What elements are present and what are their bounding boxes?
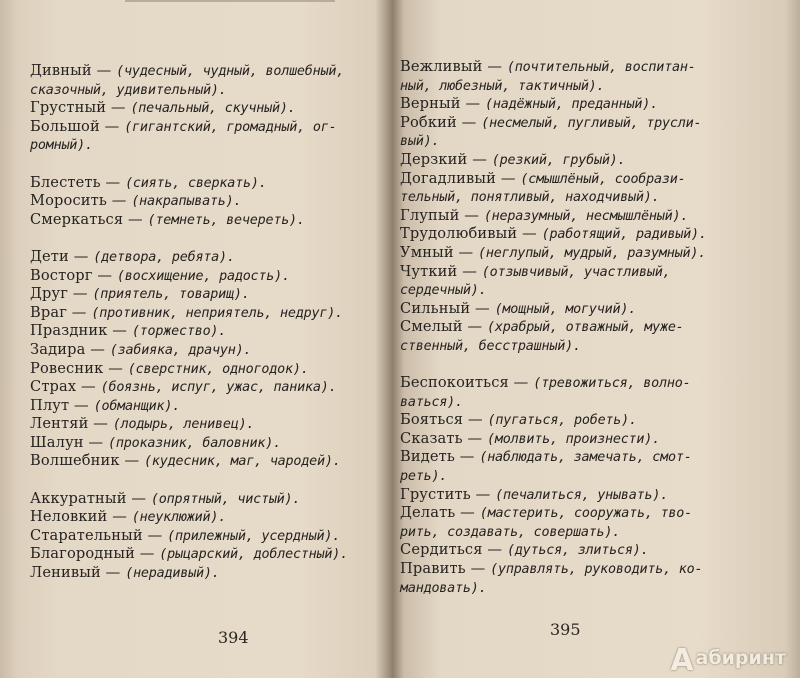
text-line [30, 136, 395, 155]
synonyms: (боязнь, испуг, ужас, паника). [100, 380, 337, 396]
headword: Дивный — [30, 62, 117, 79]
top-rule [125, 0, 335, 8]
synonyms: (чудесный, чудный, волшебный, [116, 64, 345, 79]
headword: Ленивый — [30, 564, 126, 582]
synonyms: (неразумный, несмышлёный). [483, 208, 689, 224]
text-line [400, 560, 785, 579]
text-line [400, 244, 785, 263]
headword: Грустный — [30, 99, 131, 117]
synonyms: (работящий, радивый). [541, 227, 707, 243]
right-page-text [400, 58, 785, 597]
text-line [400, 337, 785, 356]
text-line [400, 579, 785, 598]
text-line [400, 207, 785, 226]
text-line [30, 211, 395, 230]
synonyms: (сверстник, одногодок). [127, 361, 309, 377]
synonyms: (темнеть, вечереть). [147, 212, 305, 228]
synonyms: (забияка, драчун). [109, 342, 252, 358]
headword: Праздник — [30, 322, 132, 340]
text-line [30, 62, 395, 81]
text-line [400, 114, 785, 133]
headword: Глупый — [400, 206, 484, 224]
text-line [400, 504, 785, 523]
headword: Трудолюбивый — [400, 225, 542, 243]
synonyms: рить, создавать, совершать). [400, 524, 621, 540]
synonyms: (почтительный, воспитан- [506, 60, 696, 75]
text-line [400, 541, 785, 560]
headword: Делать — [400, 504, 480, 522]
synonyms: (мощный, могучий). [494, 301, 637, 317]
headword: Смелый — [400, 318, 487, 336]
headword: Враг — [30, 303, 92, 321]
text-line [30, 118, 395, 137]
text-line [400, 393, 785, 412]
headword: Задира — [30, 340, 110, 358]
headword: Моросить — [30, 192, 132, 210]
text-line [400, 95, 785, 114]
synonyms: тельный, понятливый, находчивый). [400, 190, 660, 206]
synonyms: (храбрый, отважный, муже- [487, 320, 684, 336]
synonyms: ромный). [30, 138, 93, 154]
headword: Догадливый — [400, 169, 521, 187]
text-line [400, 151, 785, 170]
synonyms: (дуться, злиться). [506, 543, 649, 559]
synonyms: (приятель, товарищ). [92, 287, 250, 303]
synonyms: (неуклюжий). [131, 510, 227, 526]
headword: Сердиться — [400, 541, 507, 559]
text-line [30, 527, 395, 546]
text-line [30, 415, 395, 434]
synonyms: (молвить, произнести). [487, 431, 661, 447]
text-line [30, 360, 395, 379]
headword: Старательный — [30, 526, 168, 544]
synonyms: вый). [400, 134, 440, 150]
page-number: 394 [218, 628, 249, 647]
synonyms: (печалиться, унывать). [495, 487, 669, 503]
synonyms: (сиять, сверкать). [125, 175, 267, 191]
synonyms: (управлять, руководить, ко- [490, 562, 703, 578]
headword: Волшебник — [30, 452, 145, 470]
synonyms: (торжество). [131, 324, 227, 340]
logo-letter: A [670, 643, 694, 678]
text-line [400, 281, 785, 300]
synonyms: (восхищение, радость). [116, 268, 290, 284]
text-line [30, 248, 395, 267]
text-line [30, 434, 395, 453]
synonyms: (лодырь, ленивец). [112, 417, 255, 433]
text-line [30, 192, 395, 211]
headword: Дерзкий — [400, 150, 492, 168]
synonyms: (нерадивый). [125, 566, 220, 582]
headword: Аккуратный — [30, 489, 151, 507]
headword: Плут — [30, 396, 94, 414]
synonyms: (опрятный, чистый). [150, 491, 301, 507]
text-line [400, 356, 785, 375]
text-line [30, 304, 395, 323]
headword: Робкий — [400, 113, 482, 131]
synonyms: (мастерить, сооружать, тво- [479, 506, 692, 522]
text-line [30, 174, 395, 193]
synonyms: (тревожиться, волно- [533, 376, 691, 392]
synonyms: (кудесник, маг, чародей). [144, 454, 341, 470]
headword: Видеть — [400, 448, 480, 466]
headword: Друг — [30, 285, 93, 303]
text-line [30, 229, 395, 248]
text-line [30, 452, 395, 471]
text-line [30, 378, 395, 397]
text-line [400, 132, 785, 151]
headword: Большой — [30, 117, 125, 135]
synonyms: (наблюдать, замечать, смот- [479, 450, 692, 466]
text-line [400, 411, 785, 430]
synonyms: (противник, неприятель, недруг). [91, 305, 343, 321]
synonyms: (прилежный, усердный). [167, 528, 341, 544]
headword: Верный — [400, 95, 485, 113]
text-line [400, 225, 785, 244]
text-line [30, 508, 395, 527]
text-line [400, 467, 785, 486]
text-line [30, 322, 395, 341]
headword: Страх — [30, 378, 101, 396]
text-line [400, 263, 785, 282]
headword: Неловкий — [30, 508, 132, 526]
text-line [30, 397, 395, 416]
text-line [400, 430, 785, 449]
headword: Грустить — [400, 485, 496, 503]
text-line [30, 490, 395, 509]
synonyms: (неглупый, мудрый, разумный). [478, 245, 707, 261]
text-line [400, 523, 785, 542]
synonyms: (детвора, ребята). [93, 249, 235, 265]
synonyms: ственный, бесстрашный). [400, 338, 581, 354]
headword: Вежливый — [400, 58, 507, 75]
headword: Чуткий — [400, 262, 482, 280]
text-line [400, 58, 785, 77]
headword: Благородный — [30, 545, 160, 563]
headword: Ровесник — [30, 359, 128, 377]
text-line [400, 374, 785, 393]
headword: Шалун — [30, 433, 109, 451]
labirint-watermark-logo [670, 640, 786, 678]
text-line [400, 188, 785, 207]
text-line [30, 99, 395, 118]
text-line [30, 81, 395, 100]
text-line [30, 564, 395, 583]
left-page-text [30, 62, 395, 583]
text-line [400, 300, 785, 319]
headword: Беспокоиться — [400, 374, 534, 392]
synonyms: (отзывчивый, участливый, [481, 264, 671, 280]
headword: Править — [400, 560, 491, 578]
synonyms: (гигантский, громадный, ог- [124, 119, 337, 135]
page-number: 395 [550, 620, 581, 639]
synonyms: ваться). [400, 394, 463, 410]
headword: Восторг — [30, 266, 117, 284]
headword: Бояться — [400, 411, 488, 429]
headword: Лентяй — [30, 415, 113, 433]
text-line [30, 155, 395, 174]
synonyms: (надёжный, преданный). [485, 97, 658, 113]
synonyms: (несмелый, пугливый, трусли- [481, 115, 702, 131]
text-line [30, 341, 395, 360]
text-line [30, 471, 395, 490]
synonyms: мандовать). [400, 580, 487, 596]
headword: Смеркаться — [30, 210, 148, 228]
synonyms: (печальный, скучный). [130, 101, 296, 117]
headword: Умный — [400, 243, 479, 261]
text-line [30, 285, 395, 304]
text-line [30, 267, 395, 286]
synonyms: (накрапывать). [131, 194, 242, 210]
text-line [400, 448, 785, 467]
synonyms: сердечный). [400, 283, 487, 299]
synonyms: (проказник, баловник). [108, 435, 281, 451]
synonyms: ный, любезный, тактичный). [400, 78, 605, 94]
headword: Блестеть — [30, 173, 126, 191]
headword: Дети — [30, 247, 94, 265]
synonyms: (пугаться, робеть). [487, 413, 637, 429]
synonyms: (резкий, грубый). [491, 152, 626, 168]
headword: Сказать — [400, 429, 488, 447]
text-line [30, 545, 395, 564]
synonyms: (смышлёный, сообрази- [520, 171, 686, 187]
text-line [400, 318, 785, 337]
synonyms: реть). [400, 469, 448, 485]
text-line [400, 77, 785, 96]
text-line [400, 486, 785, 505]
synonyms: (рыцарский, доблестный). [159, 547, 348, 563]
synonyms: (обманщик). [93, 398, 181, 414]
synonyms: сказочный, удивительный). [30, 82, 227, 98]
logo-text: абиринт [695, 647, 786, 669]
headword: Сильный — [400, 299, 495, 317]
text-line [400, 170, 785, 189]
